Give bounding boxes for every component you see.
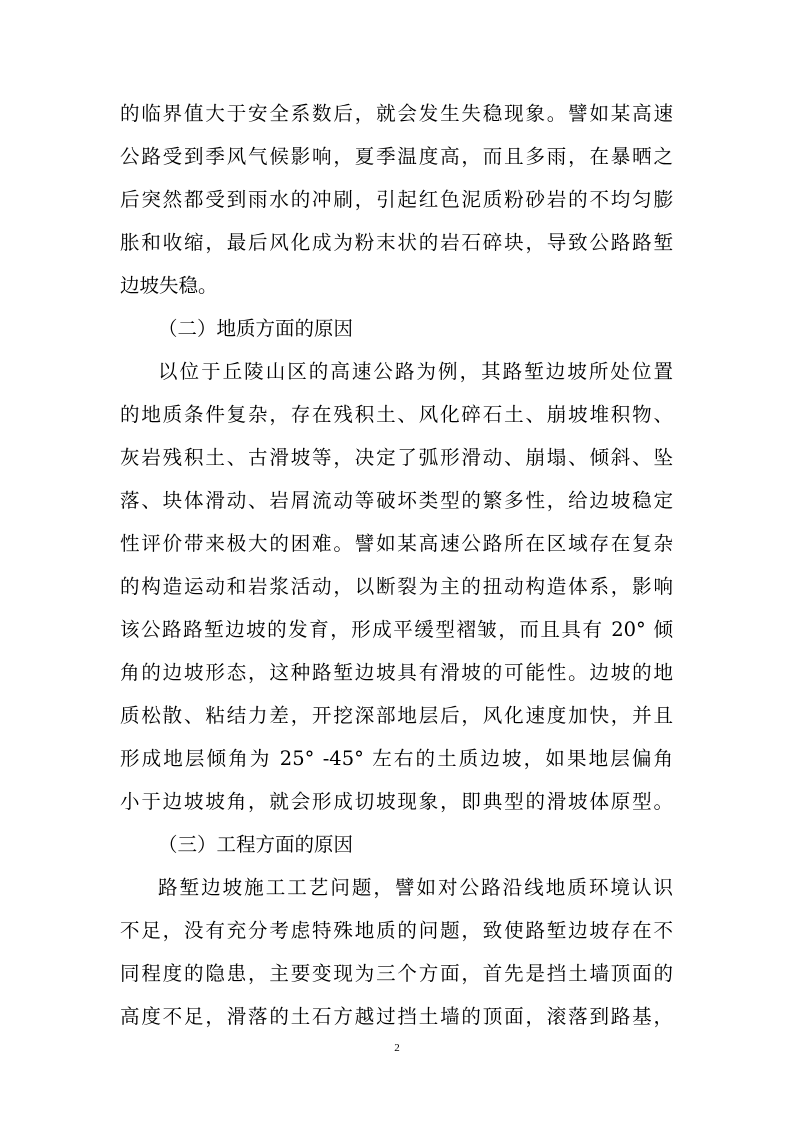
- text-line: 边坡失稳。: [120, 274, 218, 297]
- text-line: 的地质条件复杂，存在残积土、风化碎石土、崩坡堆积物、: [120, 403, 673, 426]
- text-line: 后突然都受到雨水的冲刷，引起红色泥质粉砂岩的不均匀膨: [120, 188, 673, 211]
- text-line: 该公路路堑边坡的发育，形成平缓型褶皱，而且具有 20° 倾: [120, 618, 673, 641]
- text-line: 小于边坡坡角，就会形成切坡现象，即典型的滑坡体原型。: [120, 790, 673, 813]
- text-line: 质松散、粘结力差，开挖深部地层后，风化速度加快，并且: [120, 704, 673, 727]
- text-line: 落、块体滑动、岩屑流动等破坏类型的繁多性，给边坡稳定: [120, 489, 673, 512]
- text-line: 同程度的隐患，主要变现为三个方面，首先是挡土墙顶面的: [120, 962, 673, 985]
- text-line: 不足，没有充分考虑特殊地质的问题，致使路堑边坡存在不: [120, 919, 673, 942]
- section-heading: （三）工程方面的原因: [158, 833, 354, 856]
- text-line: 路堑边坡施工工艺问题，譬如对公路沿线地质环境认识: [158, 876, 673, 899]
- text-line: 公路受到季风气候影响，夏季温度高，而且多雨，在暴晒之: [120, 145, 673, 168]
- page-number: 2: [394, 1042, 400, 1054]
- text-line: 的临界值大于安全系数后，就会发生失稳现象。譬如某高速: [120, 102, 673, 125]
- section-heading: （二）地质方面的原因: [158, 317, 354, 340]
- text-line: 以位于丘陵山区的高速公路为例，其路堑边坡所处位置: [158, 360, 673, 383]
- text-line: 的构造运动和岩浆活动，以断裂为主的扭动构造体系，影响: [120, 575, 673, 598]
- text-line: 灰岩残积土、古滑坡等，决定了弧形滑动、崩塌、倾斜、坠: [120, 446, 673, 469]
- text-line: 角的边坡形态，这种路堑边坡具有滑坡的可能性。边坡的地: [120, 661, 673, 684]
- text-line: 胀和收缩，最后风化成为粉末状的岩石碎块，导致公路路堑: [120, 231, 673, 254]
- text-line: 形成地层倾角为 25° -45° 左右的土质边坡，如果地层偏角: [120, 747, 673, 770]
- text-line: 性评价带来极大的困难。譬如某高速公路所在区域存在复杂: [120, 532, 673, 555]
- text-line: 高度不足，滑落的土石方越过挡土墙的顶面，滚落到路基，: [120, 1005, 673, 1028]
